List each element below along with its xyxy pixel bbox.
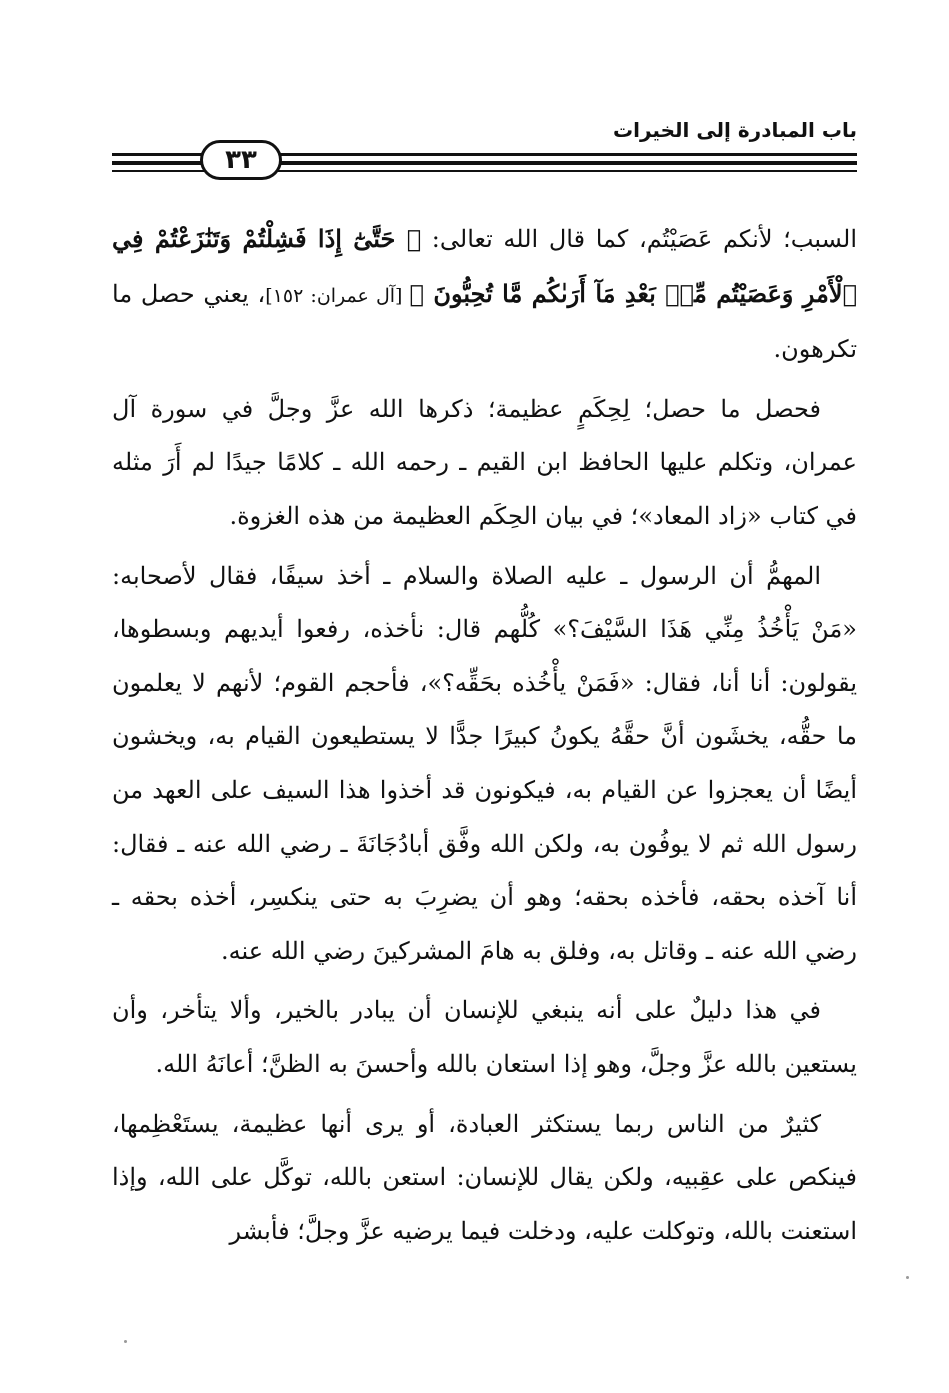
paragraph-text: السبب؛ لأنكم عَصَيْتُم، كما قال الله تعالى: (421, 225, 857, 253)
header-rule (278, 153, 857, 156)
scan-speck (124, 1340, 127, 1343)
header-rule (112, 153, 204, 156)
paragraph-text: ، يعني حصل ما تكرهون. (112, 279, 857, 364)
paragraph (112, 212, 857, 377)
verse-citation: [آل عمران: ١٥٢] (265, 284, 410, 307)
quran-verse: ﴿ حَتَّىٰٓ إِذَا فَشِلْتُمْ وَتَنَٰزَعْتُمْ فِي ٱلْأَمْرِ وَعَصَيْتُم مِّنۢ بَعْدِ مَآ أَرَىٰكُم مَّا تُحِبُّونَ ﴾ (112, 224, 857, 308)
header-rule (278, 161, 857, 165)
header-rule (112, 161, 204, 165)
header-rule (112, 170, 204, 172)
chapter-title: باب المبادرة إلى الخيرات (613, 118, 857, 142)
page-header (112, 112, 857, 182)
paragraph: في هذا دليلٌ على أنه ينبغي للإنسان أن يبادر بالخير، وألا يتأخر، وأن يستعين بالله عزَّ وجلَّ، وهو إذا استعان بالله وأحسنَ به الظنَّ؛ أعانَهُ الله. (112, 996, 857, 1078)
scan-speck (906, 1276, 909, 1279)
paragraph: فحصل ما حصل؛ لِحِكَمٍ عظيمة؛ ذكرها الله عزَّ وجلَّ في سورة آل عمران، وتكلم عليها الحافظ ابن القيم ـ رحمه الله ـ كلامًا جيدًا لم أَرَ مثله في كتاب «زاد المعاد»؛ في بيان الحِكَم العظيمة من هذه الغزوة. (112, 394, 857, 530)
page-body (112, 212, 857, 1264)
header-rule (278, 170, 857, 172)
page-number: ٣٣ (200, 140, 282, 180)
paragraph: كثيرٌ من الناس ربما يستكثر العبادة، أو يرى أنها عظيمة، يستَعْظِمها، فينكص على عقِبيه، ولكن يقال للإنسان: استعن بالله، توكَّل على الله، وإذا استعنت بالله، وتوكلت عليه، ودخلت فيما يرضيه عزَّ وجلَّ؛ فأبشر (112, 1109, 857, 1245)
paragraph: المهمُّ أن الرسول ـ عليه الصلاة والسلام ـ أخذ سيفًا، فقال لأصحابه: «مَنْ يَأْخُذُ مِنِّي هَذَا السَّيْفَ؟» كُلُّهم قال: نأخذه، رفعوا أيديهم وبسطوها، يقولون: أنا أنا، فقال: «فَمَنْ يأْخُذه بحَقِّه؟»، فأحجم القوم؛ لأنهم لا يعلمون ما حقُّه، يخشَون أنَّ حقَّهُ يكونُ كبيرًا جدًّا لا يستطيعون القيام به، ويخشون أيضًا أن يعجزوا عن القيام به، فيكونون قد أخذوا هذا السيف على العهد من رسول الله ثم لا يوفُون به، ولكن الله وفَّق أبادُجَانَةَ ـ رضي الله عنه ـ فقال: أنا آخذه بحقه، فأخذه بحقه؛ وهو أن يضرِبَ به حتى ينكسِر، أخذه بحقه ـ رضي الله عنه ـ وقاتل به، وفلق به هامَ المشركينَ رضي الله عنه. (112, 561, 857, 965)
